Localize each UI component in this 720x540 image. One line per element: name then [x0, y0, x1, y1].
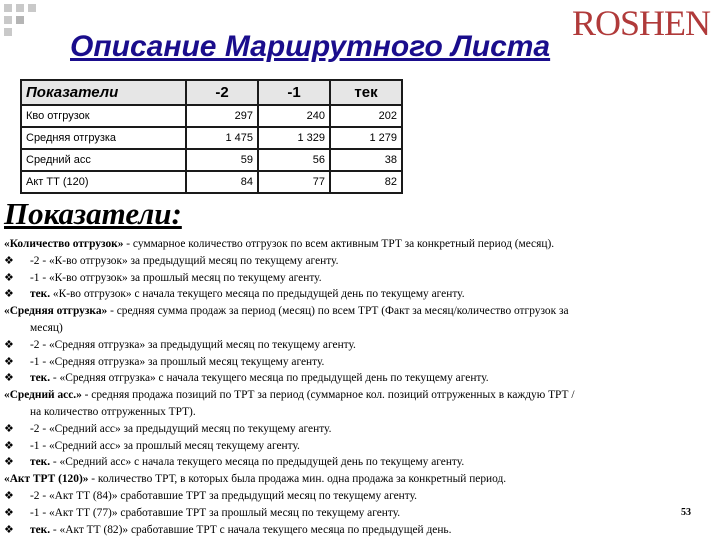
term: «Средняя отгрузка» — [4, 305, 108, 318]
diamond-bullet-icon: ❖ — [4, 271, 14, 284]
term: тек. — [30, 456, 51, 469]
list-item — [4, 505, 716, 522]
table-cell: 59 — [186, 149, 258, 171]
list-item — [4, 522, 716, 539]
table-cell: 202 — [330, 105, 402, 127]
item-text: - «Акт ТТ (82)» сработавшие ТРТ с начала текущего месяца по предыдущей день. — [50, 523, 452, 536]
list-item — [4, 253, 716, 270]
item-text: -2 - «К-во отгрузок» за предыдущий месяц по текущему агенту. — [30, 254, 339, 267]
definition: месяц) — [30, 321, 63, 334]
list-item — [4, 454, 716, 471]
description-text — [4, 236, 716, 538]
item-text: - «Средняя отгрузка» с начала текущего месяца по предыдущей день по текущему агенту. — [50, 372, 489, 385]
table-cell: 240 — [258, 105, 330, 127]
table-cell: 56 — [258, 149, 330, 171]
item-text: -2 - «Средний асс» за предыдущий месяц по текущему агенту. — [30, 422, 332, 435]
term: тек. — [30, 523, 51, 536]
table-row — [21, 105, 402, 127]
definition-continuation — [4, 404, 716, 421]
definition: - средняя продажа позиций по ТРТ за период (суммарное кол. позиций отгруженных в каждую ТРТ / — [81, 389, 575, 402]
list-item — [4, 488, 716, 505]
item-text: -1 - «Средняя отгрузка» за прошлый месяц текущему агенту. — [30, 355, 325, 368]
diamond-bullet-icon: ❖ — [4, 523, 14, 536]
diamond-bullet-icon: ❖ — [4, 506, 14, 519]
item-text: -1 - «К-во отгрузок» за прошлый месяц по текущему агенту. — [30, 271, 322, 284]
table-cell: Кво отгрузок — [21, 105, 186, 127]
table-header-row — [21, 80, 402, 105]
item-text: -2 - «Акт ТТ (84)» сработавшие ТРТ за предыдущий месяц по текущему агенту. — [30, 489, 418, 502]
diamond-bullet-icon: ❖ — [4, 489, 14, 502]
term: тек. — [30, 372, 51, 385]
list-item — [4, 270, 716, 287]
page-title: Описание Маршрутного Листа — [70, 30, 551, 63]
diamond-bullet-icon: ❖ — [4, 422, 14, 435]
table-header-cell: -1 — [258, 80, 330, 105]
diamond-bullet-icon: ❖ — [4, 372, 14, 385]
page-number: 53 — [681, 507, 691, 518]
list-item — [4, 337, 716, 354]
term: тек. — [30, 288, 51, 301]
definition: - средняя сумма продаж за период (месяц) по всем ТРТ (Факт за месяц/количество отгрузок за — [107, 305, 569, 318]
table-cell: 1 475 — [186, 127, 258, 149]
definition-continuation — [4, 320, 716, 337]
list-item — [4, 370, 716, 387]
table-cell: 1 329 — [258, 127, 330, 149]
table-row — [21, 149, 402, 171]
list-item — [4, 421, 716, 438]
term: «Количество отгрузок» — [4, 238, 124, 250]
item-text: «К-во отгрузок» с начала текущего месяца по предыдущей день по текущему агенту. — [50, 288, 465, 301]
diamond-bullet-icon: ❖ — [4, 439, 14, 452]
definition: на количество отгруженных ТРТ). — [30, 405, 196, 418]
table-cell: Средняя отгрузка — [21, 127, 186, 149]
table-cell: Акт ТТ (120) — [21, 171, 186, 193]
item-text: -2 - «Средняя отгрузка» за предыдущий месяц по текущему агенту. — [30, 338, 356, 351]
table-cell: 82 — [330, 171, 402, 193]
definition: - суммарное количество отгрузок по всем активным ТРТ за конкретный период (месяц). — [123, 238, 555, 250]
item-text: -1 - «Средний асс» за прошлый месяц текущему агенту. — [30, 439, 300, 452]
table-row — [21, 171, 402, 193]
definition-line — [4, 236, 716, 253]
table-cell: 77 — [258, 171, 330, 193]
list-item — [4, 438, 716, 455]
item-text: - «Средний асс» с начала текущего месяца по предыдущей день по текущему агенту. — [50, 456, 465, 469]
diamond-bullet-icon: ❖ — [4, 254, 14, 267]
table-header-cell: Показатели — [21, 80, 186, 105]
definition-line — [4, 471, 716, 488]
section-heading: Показатели: — [4, 196, 182, 231]
diamond-bullet-icon: ❖ — [4, 456, 14, 469]
brand-logo: ROSHEN — [571, 3, 710, 43]
table-cell: 297 — [186, 105, 258, 127]
diamond-bullet-icon: ❖ — [4, 288, 14, 301]
definition-line — [4, 387, 716, 404]
table-row — [21, 127, 402, 149]
table-cell: Средний асс — [21, 149, 186, 171]
definition: - количество ТРТ, в которых была продажа мин. одна продажа за конкретный период. — [88, 473, 507, 486]
list-item — [4, 286, 716, 303]
table-header-cell: тек — [330, 80, 402, 105]
corner-decoration — [0, 0, 60, 40]
table-header-cell: -2 — [186, 80, 258, 105]
diamond-bullet-icon: ❖ — [4, 355, 14, 368]
table-cell: 1 279 — [330, 127, 402, 149]
term: «Акт ТРТ (120)» — [4, 473, 89, 486]
table-cell: 38 — [330, 149, 402, 171]
item-text: -1 - «Акт ТТ (77)» сработавшие ТРТ за прошлый месяц по текущему агенту. — [30, 506, 401, 519]
diamond-bullet-icon: ❖ — [4, 338, 14, 351]
indicators-table — [20, 79, 403, 194]
table-cell: 84 — [186, 171, 258, 193]
term: «Средний асс.» — [4, 389, 82, 402]
list-item — [4, 354, 716, 371]
definition-line — [4, 303, 716, 320]
